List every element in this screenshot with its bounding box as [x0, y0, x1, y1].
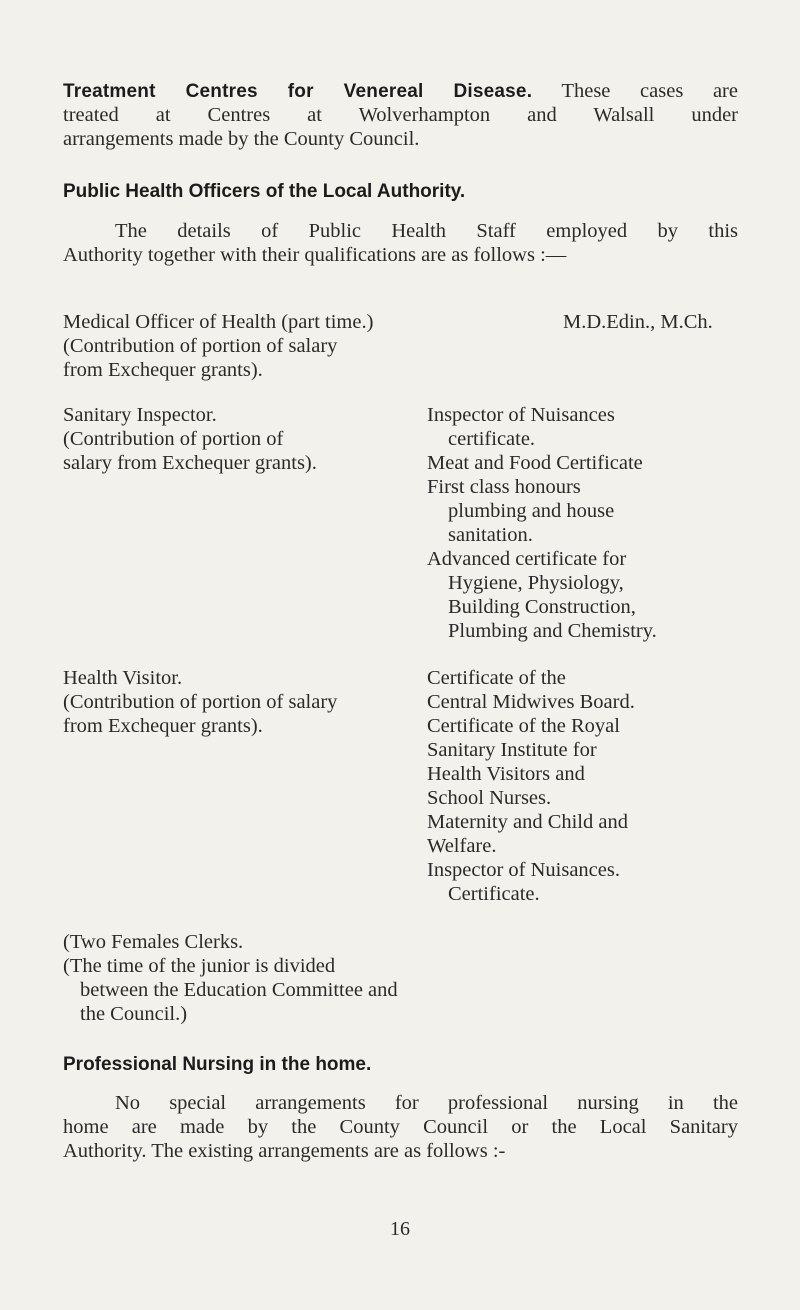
si-qualification: First class honours — [427, 476, 581, 498]
nursing-heading: Professional Nursing in the home. — [63, 1054, 372, 1075]
hv-qualification: Welfare. — [427, 835, 497, 857]
vd-paragraph-line-2: treated at Centres at Wolverhampton and Walsall under — [63, 104, 738, 126]
nursing-line-3: Authority. The existing arrangements are as follows :- — [63, 1140, 506, 1162]
hv-note-line-2: from Exchequer grants). — [63, 715, 263, 737]
hv-qualification: Central Midwives Board. — [427, 691, 635, 713]
si-note-line-1: (Contribution of portion of — [63, 428, 284, 450]
hv-note-line-1: (Contribution of portion of salary — [63, 691, 338, 713]
si-qualification: plumbing and house — [448, 500, 615, 522]
page-number: 16 — [390, 1218, 410, 1240]
vd-paragraph-line-3: arrangements made by the County Council. — [63, 128, 420, 150]
hv-qualification: Health Visitors and — [427, 763, 585, 785]
si-note-line-2: salary from Exchequer grants). — [63, 452, 317, 474]
clerks-line-2: (The time of the junior is divided — [63, 955, 336, 977]
clerks-line-3: between the Education Committee and — [80, 979, 398, 1001]
clerks-line-1: (Two Females Clerks. — [63, 931, 244, 953]
si-qualification: Meat and Food Certificate — [427, 452, 643, 474]
public-health-intro-line-1: The details of Public Health Staff employed by this — [115, 220, 738, 242]
vd-line1-text: These cases are — [561, 80, 738, 102]
nursing-line-2: home are made by the County Council or the Local Sanitary — [63, 1116, 738, 1138]
si-title: Sanitary Inspector. — [63, 404, 217, 426]
vd-heading: Treatment Centres for Venereal Disease. — [63, 81, 533, 102]
si-qualification: Building Construction, — [448, 596, 636, 618]
public-health-heading: Public Health Officers of the Local Authority. — [63, 181, 466, 202]
moh-note-line-1: (Contribution of portion of salary — [63, 335, 338, 357]
moh-note-line-2: from Exchequer grants). — [63, 359, 263, 381]
vd-paragraph-line-1 — [63, 79, 738, 104]
hv-qualification: School Nurses. — [427, 787, 552, 809]
hv-qualification: Maternity and Child and — [427, 811, 628, 833]
si-qualification: Plumbing and Chemistry. — [448, 620, 657, 642]
moh-title: Medical Officer of Health (part time.) — [63, 311, 374, 333]
hv-qualification: Certificate. — [448, 883, 540, 905]
si-qualification: Advanced certificate for — [427, 548, 627, 570]
clerks-line-4: the Council.) — [80, 1003, 188, 1025]
si-qualification: Inspector of Nuisances — [427, 404, 615, 426]
si-qualification: Hygiene, Physiology, — [448, 572, 624, 594]
hv-qualification: Sanitary Institute for — [427, 739, 597, 761]
nursing-line-1: No special arrangements for professional nursing in the — [115, 1092, 738, 1114]
public-health-intro-line-2: Authority together with their qualifications are as follows :— — [63, 244, 567, 266]
hv-qualification: Certificate of the Royal — [427, 715, 620, 737]
hv-title: Health Visitor. — [63, 667, 183, 689]
si-qualification: certificate. — [448, 428, 536, 450]
hv-qualification: Certificate of the — [427, 667, 566, 689]
si-qualification: sanitation. — [448, 524, 533, 546]
hv-qualification: Inspector of Nuisances. — [427, 859, 620, 881]
moh-qualification: M.D.Edin., M.Ch. — [563, 311, 713, 333]
